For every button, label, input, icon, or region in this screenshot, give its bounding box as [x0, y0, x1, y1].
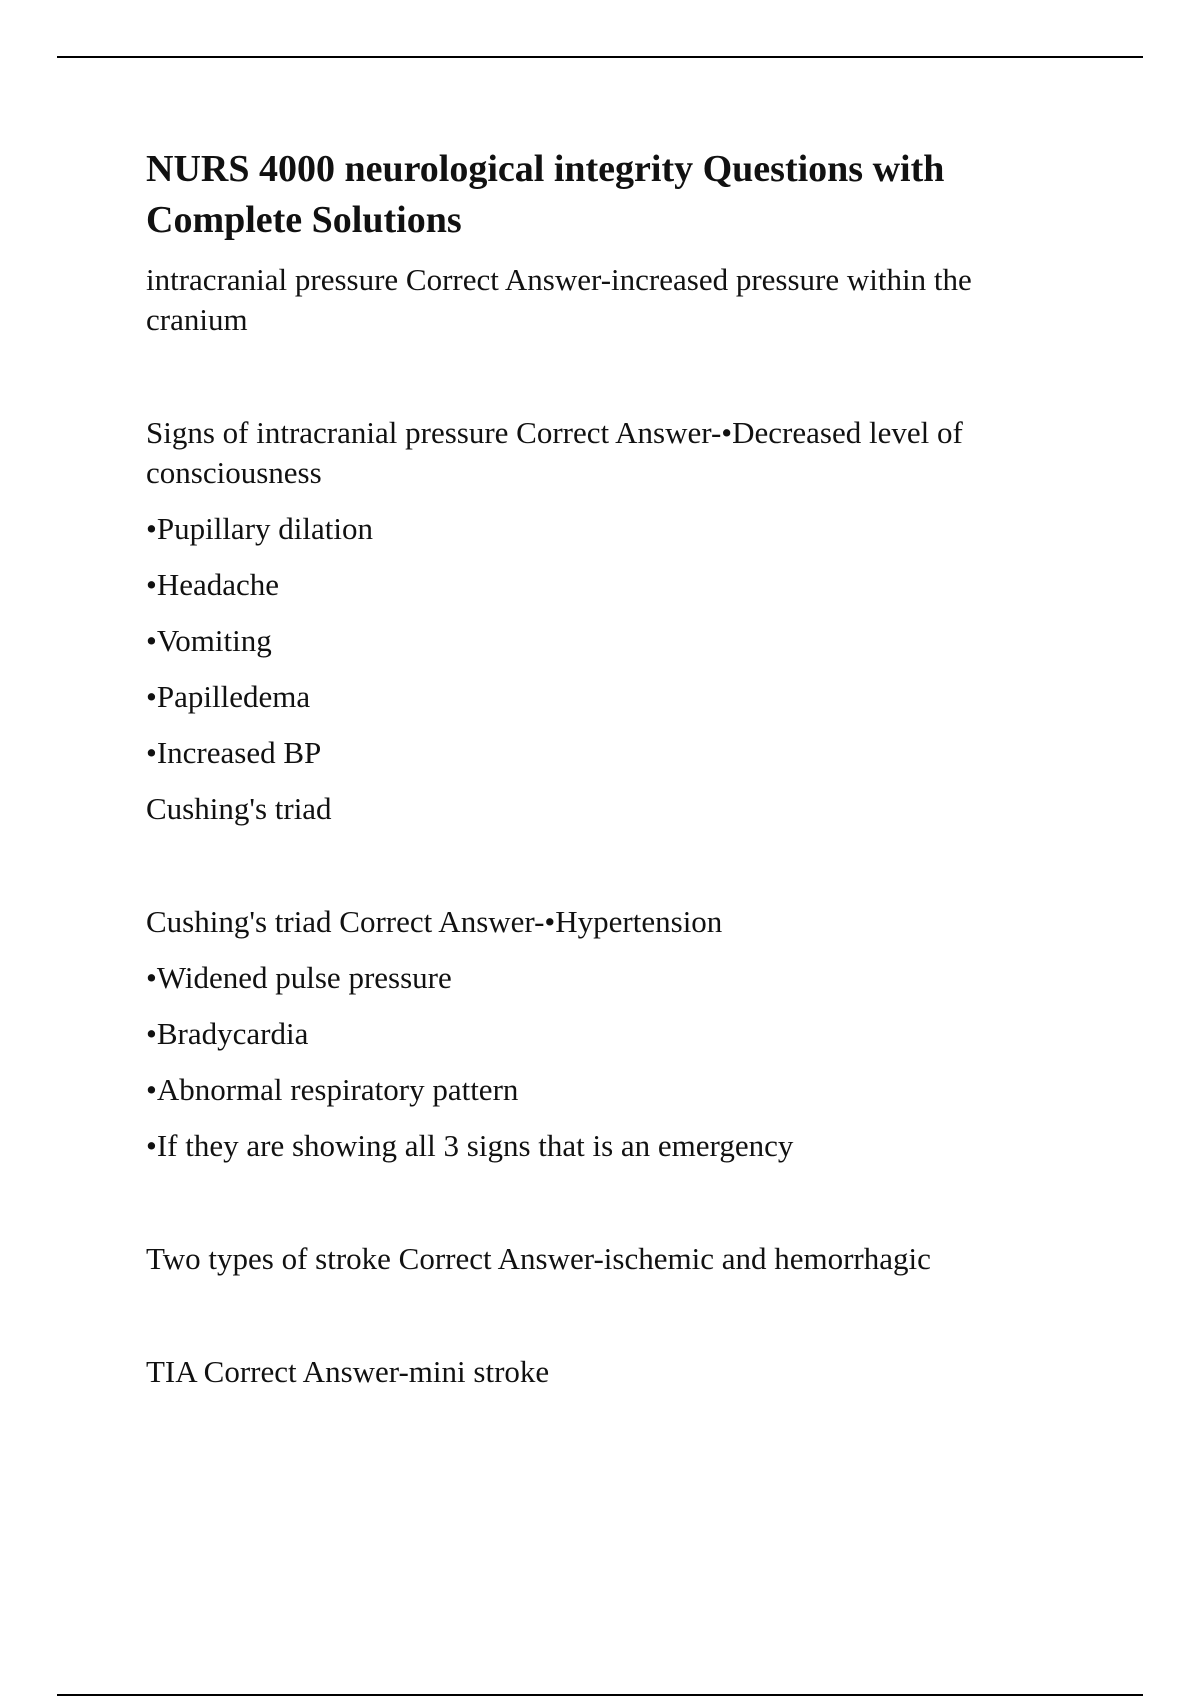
qa-entry: [146, 902, 1046, 1166]
answer-item: •Widened pulse pressure: [146, 960, 452, 995]
spacer: [146, 829, 1046, 902]
spacer: [146, 1279, 1046, 1352]
qa-entry: [146, 1352, 1046, 1392]
answer-item: •Headache: [146, 567, 280, 602]
spacer: [146, 340, 1046, 413]
top-rule: [57, 56, 1143, 58]
qa-text: intracranial pressure Correct Answer-increased pressure within the cranium: [146, 262, 972, 337]
answer-item: •Pupillary dilation: [146, 511, 373, 546]
answer-item: •Increased BP: [146, 735, 322, 770]
answer-item: •Abnormal respiratory pattern: [146, 1072, 519, 1107]
answer-item: •Vomiting: [146, 623, 272, 658]
answer-item: •Bradycardia: [146, 1016, 309, 1051]
qa-entry: [146, 260, 1046, 340]
qa-text: TIA Correct Answer-mini stroke: [146, 1354, 550, 1389]
qa-text: Cushing's triad Correct Answer-•Hypertension: [146, 904, 723, 939]
spacer: [146, 1166, 1046, 1239]
bottom-rule: [57, 1694, 1143, 1696]
qa-entry: [146, 413, 1046, 829]
document-title: NURS 4000 neurological integrity Questions with Complete Solutions: [146, 148, 945, 241]
qa-entry: [146, 1239, 1046, 1279]
answer-item: •Papilledema: [146, 679, 311, 714]
answer-item: •If they are showing all 3 signs that is an emergency: [146, 1128, 794, 1163]
qa-text: Two types of stroke Correct Answer-ischemic and hemorrhagic: [146, 1241, 931, 1276]
qa-text: Signs of intracranial pressure Correct Answer-•Decreased level of consciousness: [146, 415, 963, 490]
answer-item: Cushing's triad: [146, 791, 332, 826]
document-body: [146, 144, 1046, 1392]
